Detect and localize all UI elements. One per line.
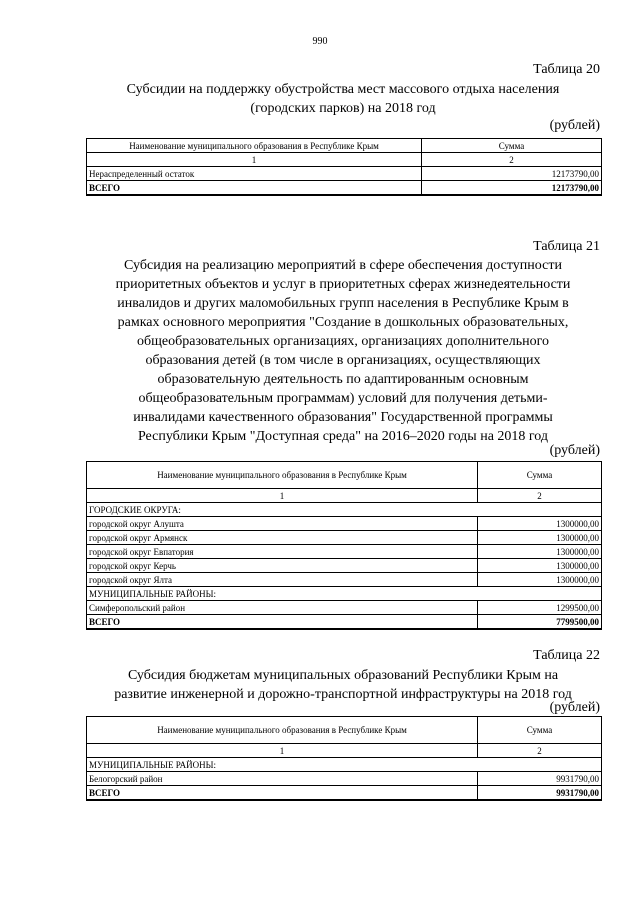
table-22 (86, 716, 602, 801)
page-number: 990 (312, 36, 328, 47)
table-20-label: Таблица 20 (533, 62, 600, 77)
table-22-label: Таблица 22 (533, 648, 600, 663)
table-21-unit: (рублей) (549, 443, 600, 458)
header-amount: Сумма (478, 462, 602, 489)
section-row: МУНИЦИПАЛЬНЫЕ РАЙОНЫ: (87, 758, 602, 772)
column-numbers: 1 2 (87, 153, 602, 167)
total-row: ВСЕГО 12173790,00 (87, 181, 602, 196)
table-21-label: Таблица 21 (533, 239, 600, 254)
header-amount: Сумма (422, 139, 602, 153)
header-name: Наименование муниципального образования в Республике Крым (87, 139, 422, 153)
column-numbers: 1 2 (87, 489, 602, 503)
table-row: городской округ Алушта 1300000,00 (87, 517, 602, 531)
total-row: ВСЕГО 9931790,00 (87, 786, 602, 801)
table-22-unit: (рублей) (549, 700, 600, 715)
table-row: городской округ Армянск 1300000,00 (87, 531, 602, 545)
table-20 (86, 138, 602, 196)
table-21 (86, 461, 602, 630)
section-row: ГОРОДСКИЕ ОКРУГА: (87, 503, 602, 517)
total-row: ВСЕГО 7799500,00 (87, 615, 602, 630)
table-row: городской округ Евпатория 1300000,00 (87, 545, 602, 559)
table-22-title: Субсидия бюджетам муниципальных образований Республики Крым на развитие инженерной и дорожно-транспортной инфраструктуры на 2018 год (114, 668, 572, 702)
table-header (87, 139, 602, 153)
header-name: Наименование муниципального образования в Республике Крым (87, 462, 478, 489)
column-numbers: 1 2 (87, 744, 602, 758)
table-21-title: Субсидия на реализацию мероприятий в сфере обеспечения доступности приоритетных объектов и услуг в приоритетных сферах жизнедеятельности инвалидов и других маломобильных групп населения в Республике Крым в рамках основного мероприятия "Создание в дошкольных образовательных, общеобразовательных организациях, организациях дополнительного образования детей (в том числе в организациях, осуществляющих образовательную деятельность по адаптированным основным общеобразовательным программам) условий для получения детьми- инвалидами качественного образования" Государственной программы Республики Крым "Доступная среда" на 2016–2020 годы на 2018 год (115, 258, 571, 444)
header-amount: Сумма (478, 717, 602, 744)
table-20-title: Субсидии на поддержку обустройства мест массового отдыха населения (городских парков) на 2018 год (126, 82, 560, 116)
table-header (87, 717, 602, 744)
table-row: городской округ Керчь 1300000,00 (87, 559, 602, 573)
table-20-unit: (рублей) (549, 118, 600, 133)
table-header (87, 462, 602, 489)
table-row: Белогорский район 9931790,00 (87, 772, 602, 786)
section-row: МУНИЦИПАЛЬНЫЕ РАЙОНЫ: (87, 587, 602, 601)
header-name: Наименование муниципального образования в Республике Крым (87, 717, 478, 744)
table-row: Симферопольский район 1299500,00 (87, 601, 602, 615)
table-row: городской округ Ялта 1300000,00 (87, 573, 602, 587)
table-row: Нераспределенный остаток 12173790,00 (87, 167, 602, 181)
